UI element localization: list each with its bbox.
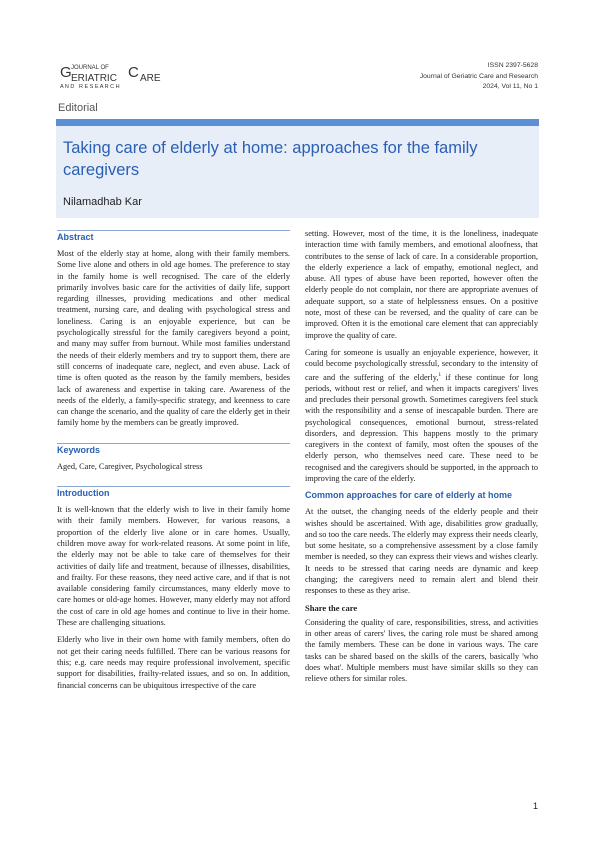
logo-journal-of: JOURNAL OF bbox=[71, 65, 109, 71]
author-name: Nilamadhab Kar bbox=[63, 196, 142, 208]
body-paragraph: Considering the quality of care, responsibilities, stress, and activities in other areas of carers' lives, the caring role must be shared among the family members. These can be done in various ways. The care tasks can be shared based on the skills of the carers, basically 'who does what'. Multiple members must have similar skills so they can relieve others for similar roles. bbox=[305, 617, 538, 684]
citation-marker: 1 bbox=[438, 371, 442, 378]
introduction-paragraph: It is well-known that the elderly wish to live in their family home with their family members. However, for various reasons, a proportion of the elderly live alone or in care homes. Usually, children move away for work-related reasons. At some point in life, the elderly may not be able to take care of themselves for their activities of daily life and treatment, because of illnesses, disabilities, and frailty. For these reasons, they need active care, and if that is not available considering family circumstances, many elderly move to care homes or old-age homes. However, many elderly may not afford the cost of care in old age homes and continue to live in their home. These are challenging situations. bbox=[57, 505, 290, 628]
left-column bbox=[57, 230, 290, 697]
keywords-text: Aged, Care, Caregiver, Psychological stress bbox=[57, 461, 203, 471]
section-label: Editorial bbox=[58, 102, 98, 114]
logo-letter-c: C bbox=[128, 64, 139, 81]
abstract-heading: Abstract bbox=[57, 232, 94, 242]
body-paragraph: At the outset, the changing needs of the elderly people and their wishes should be ascertained. With age, disabilities grow gradually, and so too the care needs. The elderly may express their needs clearly, but some hesitate, so a comprehensive assessment by a close family member is needed, so they can express their views and wishes clearly. It needs to be stressed that caring needs are dynamic and keep changing; the caregivers need to remain alert and blend their responses to these as they arise. bbox=[305, 507, 538, 596]
page-number: 1 bbox=[532, 801, 538, 811]
issn-text: ISSN 2397-5628 bbox=[487, 62, 538, 69]
journal-info bbox=[420, 61, 538, 93]
logo-letter-g: G bbox=[60, 64, 72, 81]
introduction-heading: Introduction bbox=[57, 488, 110, 499]
journal-name: Journal of Geriatric Care and Research bbox=[419, 72, 538, 80]
logo-are: ARE bbox=[140, 73, 161, 84]
article-title: Taking care of elderly at home: approaches for the family caregivers bbox=[63, 139, 478, 179]
issue-info: 2024, Vol 11, No 1 bbox=[482, 83, 538, 90]
journal-logo bbox=[60, 60, 180, 92]
approaches-heading: Common approaches for care of elderly at home bbox=[305, 490, 513, 501]
title-box bbox=[56, 119, 539, 218]
share-care-heading: Share the care bbox=[305, 602, 358, 613]
body-paragraph: Caring for someone is usually an enjoyable experience, however, it could become psychologically stressful, secondary to the intensity of care and the suffering of the elderly,$^1$ if these continue for long periods, without rest or relief, and when it impacts caregivers' lives and precludes their personal growth. Sometimes caregivers feel stuck with the responsibility and a sense of inescapable burden. There are psychological consequences, emotional burnout, stress-related disorders, and depression. This happens mostly to the primary caregivers in the context of family, most often the spouses of the elderly person, who themselves need care. These need to be recognised and the caregivers should be supported, in the approach to improving the care of the elderly. bbox=[305, 347, 539, 483]
introduction-paragraph: Elderly who live in their own home with family members, often do not get their caring needs fulfilled. There can be various reasons for this; e.g. care needs may require professional involvement, specific support for disabilities, frailty-related issues, and so on. In addition, financial concerns can be ubiquitous irrespective of the care bbox=[57, 635, 290, 690]
abstract-text: Most of the elderly stay at home, along with their family members. Some live alone and others in old age homes. The preference to stay in the family home is well recognised. The care of the elderly primarily involves basic care for the activities of daily life, support regarding illnesses, providing medications and other medical treatment, nursing care, and dealing with psychological stress and loneliness. Caring is an enjoyable experience, but can be psychologically stressful for the family caregivers beyond a point, and many may suffer from burnout. While most families understand the needs of their elderly members and try to support them, there are still concerns of inadequate care, neglect, and even abuse. Lack of time is often quoted as the reason by the family members, besides lack of awareness and expertise in taking care. Awareness of the needs of the elderly, a family-specific strategy, and keenness to care can change the scenario, and the quality of care the elderly get in their family home by the members can be greatly improved. bbox=[57, 249, 290, 428]
keywords-heading: Keywords bbox=[57, 444, 101, 455]
logo-eriatric: ERIATRIC bbox=[71, 73, 117, 84]
right-column bbox=[305, 228, 538, 690]
body-paragraph: setting. However, most of the time, it is the loneliness, inadequate interaction time with family members, and emotional aloofness, that contributes to the sense of lack of care. In a considerable proportion, the elderly experience a lack of empathy, emotional neglect, and abuse. All types of abuse have been reported, however often the elderly people do not complain, nor there are appropriate avenues of adequate support, so a state of helplessness ensues. On a positive note, most of these can be reversed, and the quality of care can be improved. Often it is the emotional care element that can appreciably improve the quality of care. bbox=[305, 229, 538, 340]
logo-and-research: A N D R E S E A R C H bbox=[60, 84, 120, 90]
